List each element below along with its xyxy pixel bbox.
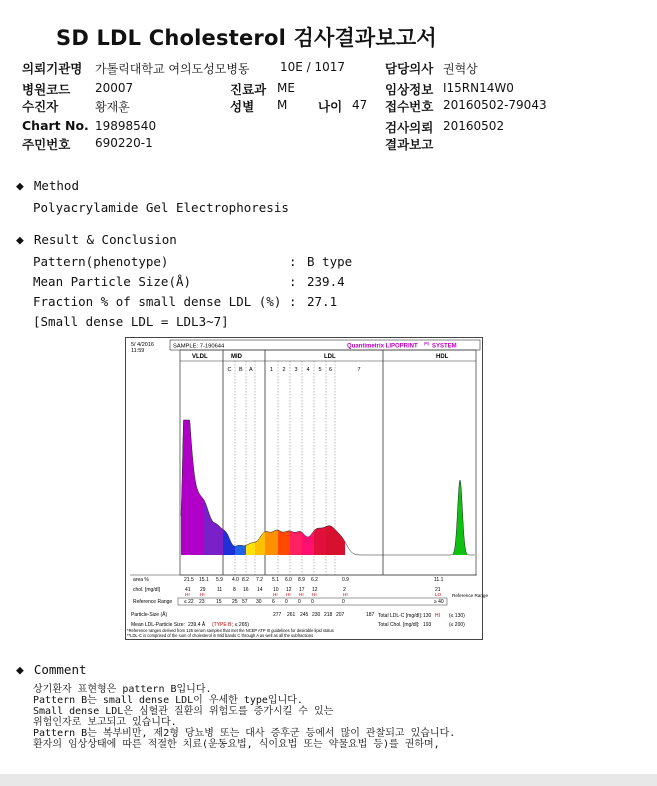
field-label-resident_no: 주민번호 bbox=[22, 137, 71, 152]
chol-value: 12 bbox=[286, 587, 292, 593]
result-heading bbox=[16, 232, 177, 248]
particle-size-value: 245 bbox=[300, 612, 309, 618]
chol-flag: HI bbox=[273, 592, 278, 597]
field-value-clinical_info: I15RN14W0 bbox=[443, 81, 514, 95]
area-value: 4.0 bbox=[232, 577, 239, 583]
ref-value: 0 bbox=[311, 599, 314, 605]
band-label: B bbox=[239, 367, 243, 373]
lipoprint-electropherogram bbox=[125, 337, 489, 640]
comment-text bbox=[33, 684, 455, 750]
field-label-receipt_no: 접수번호 bbox=[385, 99, 434, 114]
comment-line: 위험인자로 보고되고 있습니다. bbox=[33, 717, 177, 728]
field-label-age: 나이 bbox=[318, 99, 343, 114]
ref-value: 57 bbox=[242, 599, 248, 605]
row-label-particle: Particle-Size (Å) bbox=[131, 612, 168, 618]
result-label-pattern: Pattern(phenotype) bbox=[33, 254, 169, 269]
trace-segment bbox=[235, 545, 246, 555]
particle-size-value: 277 bbox=[273, 612, 282, 618]
comment-line: Pattern B는 small dense LDL이 우세한 type입니다. bbox=[33, 695, 303, 706]
mean-size-value: 239.4 Å bbox=[188, 622, 206, 628]
chol-value: 17 bbox=[299, 587, 305, 593]
group-label: LDL bbox=[324, 354, 336, 360]
field-value-hospital_code: 20007 bbox=[95, 81, 134, 95]
field-label-clinical_info: 임상정보 bbox=[385, 82, 434, 97]
ref-value: ≤ 22 bbox=[184, 599, 194, 605]
chol-flag: HI bbox=[299, 592, 304, 597]
field-value-receipt_no: 20160502-79043 bbox=[443, 98, 547, 112]
total-ldlc-flag: HI bbox=[435, 613, 440, 619]
ref-value: 30 bbox=[256, 599, 262, 605]
ref-value: 0 bbox=[285, 599, 288, 605]
total-ldlc-value: 130 bbox=[423, 613, 432, 619]
mean-size-label: Mean LDL-Particle Size: bbox=[131, 622, 185, 628]
chol-flag: HI bbox=[286, 592, 291, 597]
result-value-pattern: B type bbox=[307, 254, 353, 269]
chol-value: 12 bbox=[312, 587, 318, 593]
area-value: 21.5 bbox=[184, 577, 194, 583]
method-text: Polyacrylamide Gel Electrophoresis bbox=[33, 200, 289, 215]
area-value: 5.9 bbox=[216, 577, 223, 583]
trace-segment bbox=[265, 530, 278, 555]
band-label: 1 bbox=[270, 367, 274, 373]
result-note: [Small dense LDL = LDL3~7] bbox=[33, 314, 229, 329]
figure-time: 11:59 bbox=[131, 348, 145, 354]
hdl-ref-label: Reference Range bbox=[452, 593, 489, 598]
band-label: 4 bbox=[306, 367, 310, 373]
row-label-area: area % bbox=[133, 577, 149, 583]
diamond-bullet-icon: ◆ bbox=[16, 179, 24, 194]
row-label-chol: chol. [mg/dl] bbox=[133, 587, 160, 593]
group-label: MID bbox=[231, 354, 242, 360]
particle-size-value: 187 bbox=[366, 612, 375, 618]
area-value: 15.1 bbox=[199, 577, 209, 583]
group-label: VLDL bbox=[192, 354, 208, 360]
comment-heading bbox=[16, 662, 87, 678]
comment-line: 환자의 임상상태에 따른 적절한 치료(운동요법, 식이요법 또는 약물요법 등)를 권하며, bbox=[33, 739, 440, 750]
field-value-resident_no: 690220-1 bbox=[95, 136, 153, 150]
page-bottom-bar bbox=[0, 774, 657, 786]
band-label: 6 bbox=[329, 367, 333, 373]
comment-line: Small dense LDL은 심혈관 질환의 위험도를 증가시킬 수 있는 bbox=[33, 706, 334, 717]
field-value-request_date: 20160502 bbox=[443, 119, 505, 133]
area-value: 6.0 bbox=[285, 577, 292, 583]
method-title: Method bbox=[33, 178, 79, 193]
figure-footnote-1: *Reference ranges derived from 125 serum samples that met the NCEP ATP III guidelines for desirable lipid status bbox=[127, 628, 334, 633]
chol-flag: HI bbox=[312, 592, 317, 597]
ref-value: 15 bbox=[216, 599, 222, 605]
total-chol-value: 193 bbox=[423, 622, 432, 628]
field-label-sex: 성별 bbox=[230, 99, 255, 114]
field-label-institution: 의뢰기관명 bbox=[22, 61, 83, 76]
report-title: SD LDL Cholesterol 검사결과보고서 bbox=[56, 26, 437, 50]
band-label: 5 bbox=[318, 367, 322, 373]
trace-segment bbox=[278, 530, 290, 555]
field-value-chart_no: 19898540 bbox=[95, 119, 157, 133]
chol-flag: HI bbox=[200, 592, 205, 597]
chol-value: 41 bbox=[185, 587, 191, 593]
chol-value: 2 bbox=[343, 587, 346, 593]
particle-size-value: 261 bbox=[287, 612, 296, 618]
diamond-bullet-icon: ◆ bbox=[16, 663, 24, 678]
result-colon: : bbox=[289, 294, 297, 309]
comment-title: Comment bbox=[33, 662, 87, 677]
figure-date: 5/ 4/2016 bbox=[131, 342, 154, 348]
band-label: A bbox=[249, 367, 253, 373]
ref-value: 6 bbox=[272, 599, 275, 605]
row-label-ref: Reference Range bbox=[133, 599, 173, 605]
comment-line: 상기환자 표현형은 pattern B입니다. bbox=[33, 684, 212, 695]
field-label-department: 진료과 bbox=[230, 82, 267, 97]
band-label: 7 bbox=[357, 367, 361, 373]
field-value-sex: M bbox=[277, 98, 288, 112]
figure-brand-suffix: SYSTEM bbox=[432, 343, 457, 350]
group-label: HDL bbox=[436, 354, 449, 360]
area-value: 0.9 bbox=[342, 577, 349, 583]
chol-flag: HI bbox=[343, 592, 348, 597]
result-value-size: 239.4 bbox=[307, 274, 345, 289]
trace-segment bbox=[314, 527, 326, 555]
band-label: 3 bbox=[294, 367, 298, 373]
chol-value: 16 bbox=[243, 587, 249, 593]
area-value: 11.1 bbox=[434, 577, 444, 583]
total-chol-label: Total Chol. [mg/dl]: bbox=[378, 622, 420, 628]
mean-size-ref: ; ≤ 265) bbox=[232, 622, 249, 628]
ref-value: 0 bbox=[342, 599, 345, 605]
field-label-doctor: 담당의사 bbox=[385, 61, 434, 76]
mean-size-type: (TYPE B bbox=[212, 622, 232, 628]
total-chol-ref: (≤ 200) bbox=[449, 622, 465, 628]
figure-footnote-2: **LDL-C is comprised of the sum of cholesterol in Mid bands C through A as well as all the subfractions bbox=[127, 633, 314, 638]
particle-size-value: 218 bbox=[324, 612, 333, 618]
method-heading bbox=[16, 178, 79, 194]
field-value-department: ME bbox=[277, 81, 295, 95]
band-label: 2 bbox=[282, 367, 286, 373]
ref-value: ≥ 40 bbox=[434, 599, 444, 605]
chol-value: 8 bbox=[233, 587, 236, 593]
field-label-result_report: 결과보고 bbox=[385, 137, 434, 152]
area-value: 7.2 bbox=[256, 577, 263, 583]
trace-segment bbox=[290, 531, 302, 555]
field-value-institution: 가톨릭대학교 여의도성모병동 bbox=[95, 62, 250, 76]
figure-brand: Quantimetrix LIPOPRINT bbox=[347, 343, 418, 350]
result-colon: : bbox=[289, 254, 297, 269]
area-value: 5.1 bbox=[272, 577, 279, 583]
comment-line: Pattern B는 복부비만, 제2형 당뇨병 또는 대사 증후군 등에서 많이 관찰되고 있습니다. bbox=[33, 728, 456, 739]
chol-flag: HI bbox=[185, 592, 190, 597]
chol-value: 14 bbox=[257, 587, 263, 593]
field-value-doctor: 권혁상 bbox=[443, 62, 478, 76]
result-colon: : bbox=[289, 274, 297, 289]
field-value-age: 47 bbox=[352, 98, 368, 112]
ref-value: 0 bbox=[298, 599, 301, 605]
result-label-fraction: Fraction % of small dense LDL (%) bbox=[33, 294, 282, 309]
ref-value: 25 bbox=[232, 599, 238, 605]
particle-size-value: 207 bbox=[336, 612, 345, 618]
area-value: 6.2 bbox=[311, 577, 318, 583]
result-title: Result & Conclusion bbox=[33, 232, 177, 247]
total-ldlc-label: Total LDL-C [mg/dl]: bbox=[378, 613, 423, 619]
chol-value: 11 bbox=[217, 587, 223, 593]
result-value-fraction: 27.1 bbox=[307, 294, 338, 309]
area-value: 8.2 bbox=[242, 577, 249, 583]
total-ldlc-ref: (≤ 130) bbox=[449, 613, 465, 619]
field-label-chart_no: Chart No. bbox=[22, 118, 89, 133]
field-label-hospital_code: 병원코드 bbox=[22, 82, 71, 97]
chol-value: 21 bbox=[435, 587, 441, 593]
field-value-ward: 10E / 1017 bbox=[280, 60, 346, 74]
chol-flag: LO bbox=[435, 592, 442, 597]
field-value-patient: 황재훈 bbox=[95, 100, 130, 114]
result-label-size: Mean Particle Size(Å) bbox=[33, 274, 192, 289]
diamond-bullet-icon: ◆ bbox=[16, 233, 24, 248]
figure-sample: SAMPLE: 7-190644 bbox=[173, 343, 225, 350]
area-value: 8.9 bbox=[298, 577, 305, 583]
chol-value: 29 bbox=[200, 587, 206, 593]
particle-size-value: 230 bbox=[312, 612, 321, 618]
field-label-patient: 수진자 bbox=[22, 99, 59, 114]
field-label-request_date: 검사의뢰 bbox=[385, 120, 434, 135]
chol-value: 10 bbox=[273, 587, 279, 593]
band-label: C bbox=[227, 367, 232, 373]
figure-brand-tm: (R) bbox=[424, 341, 429, 346]
ref-value: 23 bbox=[199, 599, 205, 605]
